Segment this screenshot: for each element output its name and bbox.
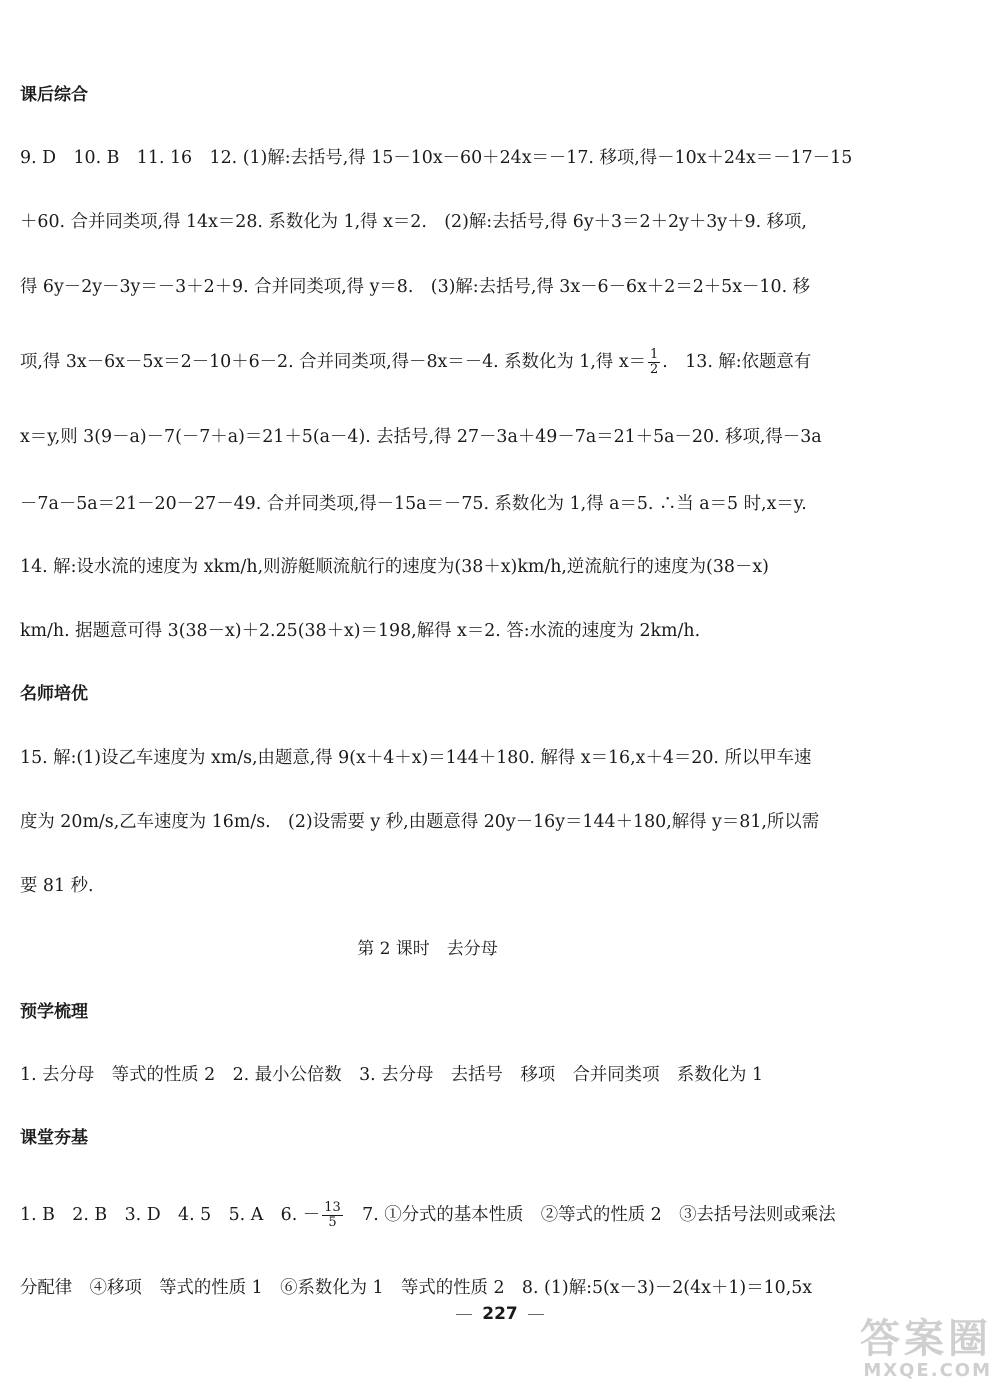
page-number-value: 227 xyxy=(482,1304,518,1324)
answer-line-4-end: . 13. 解:依题意有 xyxy=(662,352,812,372)
answer-line-1: 9. D 10. B 11. 16 12. (1)解:去括号,得 15－10x－60＋24x＝－17. 移项,得－10x＋24x＝－17－15 xyxy=(20,148,853,168)
answer-line-2: ＋60. 合并同类项,得 14x＝28. 系数化为 1,得 x＝2. (2)解:去括号,得 6y＋3＝2＋2y＋3y＋9. 移项, xyxy=(20,212,807,232)
lesson-title: 第 2 课时 去分母 xyxy=(357,939,498,959)
section-heading-class-basics: 课堂夯基 xyxy=(20,1128,88,1148)
answer-line-4 xyxy=(20,348,995,377)
answer-line-13-start: 1. B 2. B 3. D 4. 5 5. A 6. － xyxy=(20,1205,321,1225)
answer-line-14: 分配律 ④移项 等式的性质 1 ⑥系数化为 1 等式的性质 2 8. (1)解:5(x－3)－2(4x＋1)＝10,5x xyxy=(20,1278,813,1298)
answer-line-4-start: 项,得 3x－6x－5x＝2－10＋6－2. 合并同类项,得－8x＝－4. 系数化为 1,得 x＝ xyxy=(20,352,647,372)
answer-line-8: km/h. 据题意可得 3(38－x)＋2.25(38＋x)＝198,解得 x＝2. 答:水流的速度为 2km/h. xyxy=(20,621,701,641)
fraction-denominator: 2 xyxy=(650,362,659,377)
page-number-dash-right xyxy=(528,1314,544,1315)
watermark-logo-text: 答案圈 xyxy=(860,1316,992,1362)
answer-line-6: －7a－5a＝21－20－27－49. 合并同类项,得－15a＝－75. 系数化为 1,得 a＝5. ∴当 a＝5 时,x＝y. xyxy=(20,494,807,514)
fraction-denominator: 5 xyxy=(328,1215,337,1230)
fraction-numerator: 1 xyxy=(650,348,659,362)
fraction-one-half xyxy=(648,348,660,377)
watermark-url: MXQE.COM xyxy=(863,1360,992,1381)
fraction-thirteen-fifths xyxy=(322,1201,343,1230)
answer-line-7: 14. 解:设水流的速度为 xkm/h,则游艇顺流航行的速度为(38＋x)km/h,逆流航行的速度为(38－x) xyxy=(20,557,769,577)
fraction-numerator: 13 xyxy=(324,1201,341,1215)
section-heading-teacher-tips: 名师培优 xyxy=(20,684,88,704)
section-heading-after-class: 课后综合 xyxy=(20,85,88,105)
answer-line-12: 1. 去分母 等式的性质 2 2. 最小公倍数 3. 去分母 去括号 移项 合并同类项 系数化为 1 xyxy=(20,1065,764,1085)
answer-line-5: x＝y,则 3(9－a)－7(－7＋a)＝21＋5(a－4). 去括号,得 27－3a＋49－7a＝21＋5a－20. 移项,得－3a xyxy=(20,427,822,447)
watermark xyxy=(860,1317,992,1381)
page-number xyxy=(0,1303,1000,1325)
answer-line-13-end: 7. ①分式的基本性质 ②等式的性质 2 ③去括号法则或乘法 xyxy=(344,1205,836,1225)
answer-line-9: 15. 解:(1)设乙车速度为 xm/s,由题意,得 9(x＋4＋x)＝144＋180. 解得 x＝16,x＋4＝20. 所以甲车速 xyxy=(20,748,812,768)
answer-line-3: 得 6y－2y－3y＝－3＋2＋9. 合并同类项,得 y＝8. (3)解:去括号,得 3x－6－6x＋2＝2＋5x－10. 移 xyxy=(20,277,811,297)
answer-line-11: 要 81 秒. xyxy=(20,876,94,896)
answer-line-10: 度为 20m/s,乙车速度为 16m/s. (2)设需要 y 秒,由题意得 20y－16y＝144＋180,解得 y＝81,所以需 xyxy=(20,812,820,832)
answer-line-13 xyxy=(20,1201,995,1230)
section-heading-preview: 预学梳理 xyxy=(20,1002,88,1022)
page-number-dash-left xyxy=(456,1314,472,1315)
